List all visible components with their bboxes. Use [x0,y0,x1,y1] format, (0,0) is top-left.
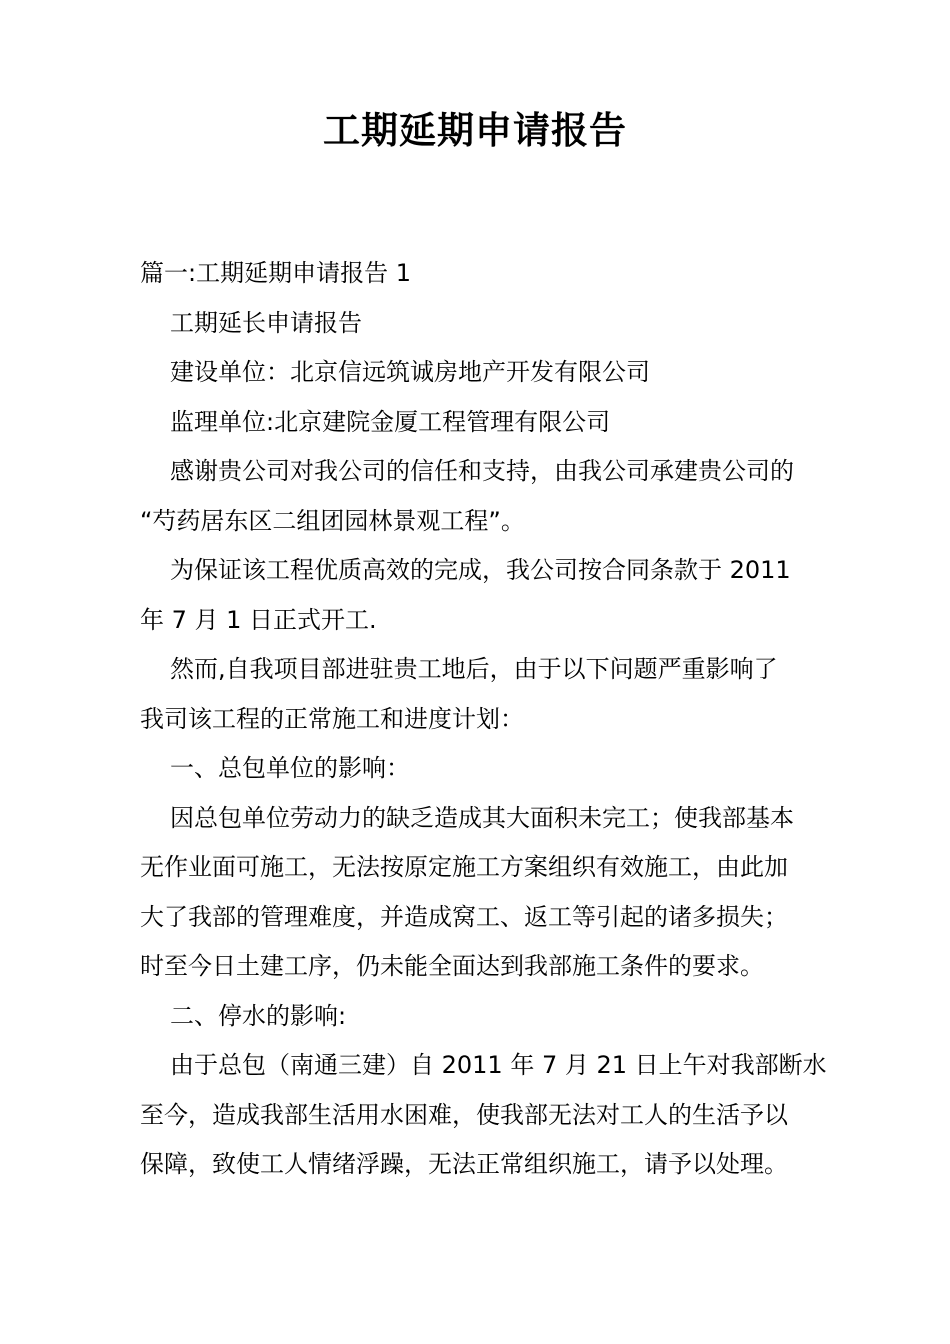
text-line: 工期延长申请报告 [170,308,362,337]
document-body [140,249,827,1190]
text-line: 无作业面可施工，无法按原定施工方案组织有效施工，由此加 [140,853,788,881]
text-line: 为保证该工程优质高效的完成，我公司按合同条款于 2011 [170,556,791,584]
text-line: 然而,自我项目部进驻贵工地后，由于以下问题严重影响了 [170,655,778,683]
text-line: “芍药居东区二组团园林景观工程”。 [140,506,525,535]
document-title: 工期延期申请报告 [323,109,627,152]
text-line: 篇一:工期延期申请报告 1 [140,259,411,287]
text-line: 保障，致使工人情绪浮躁，无法正常组织施工，请予以处理。 [140,1150,788,1178]
text-line: 监理单位:北京建院金厦工程管理有限公司 [170,407,611,436]
text-line: 大了我部的管理难度，并造成窝工、返工等引起的诸多损失； [140,902,788,931]
text-line: 一、总包单位的影响： [170,754,410,782]
text-line: 我司该工程的正常施工和进度计划： [140,704,524,733]
text-line: 年 7 月 1 日正式开工. [140,605,377,634]
text-line: 由于总包（南通三建）自 2011 年 7 月 21 日上午对我部断水 [170,1051,827,1079]
text-line: 时至今日土建工序，仍未能全面达到我部施工条件的要求。 [140,952,764,980]
text-line: 二、停水的影响: [170,1001,347,1030]
text-line: 因总包单位劳动力的缺乏造成其大面积未完工；使我部基本 [170,803,794,832]
text-line: 感谢贵公司对我公司的信任和支持，由我公司承建贵公司的 [170,457,794,485]
text-line: 至今，造成我部生活用水困难，使我部无法对工人的生活予以 [140,1100,788,1129]
text-line: 建设单位：北京信远筑诚房地产开发有限公司 [170,358,650,386]
